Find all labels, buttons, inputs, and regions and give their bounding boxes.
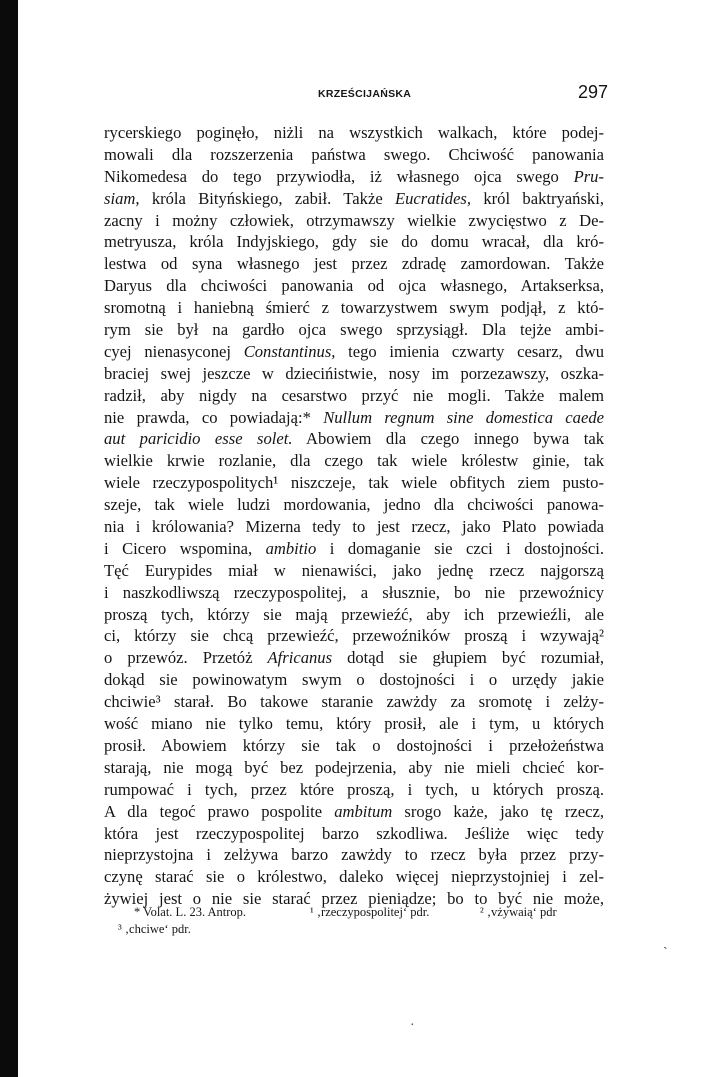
text-line (104, 341, 604, 363)
text-line (104, 166, 604, 188)
text-line (104, 669, 604, 691)
text-span: i naszkodliwszą rzeczypospolitej, a słusznie, bo nie przewoźnicy (104, 582, 604, 602)
text-line (104, 691, 604, 713)
text-span: sromotną i haniebną śmierć z towarzystwem swym podjął, z któ- (104, 298, 604, 318)
text-line (104, 385, 604, 407)
italic-span: Nullum regnum sine domestica caede (323, 407, 604, 427)
text-span: i Cicero wspomina, (104, 538, 266, 558)
page-number: 297 (577, 82, 608, 102)
footnotes (104, 904, 604, 938)
text-line (104, 560, 604, 582)
italic-span: Constantinus, (243, 341, 336, 361)
text-line (104, 122, 604, 144)
page-edge-shadow (0, 0, 18, 1077)
footnote-row (104, 904, 604, 921)
text-line (104, 844, 604, 866)
text-line (104, 494, 604, 516)
text-line (104, 516, 604, 538)
text-span: prosił. Abowiem którzy sie tak o dostojności i przełożeństwa (104, 735, 604, 755)
text-span: nieprzystojna i zelżywa barzo zawżdy to rzecz była przez przy- (104, 845, 604, 865)
text-span: Abowiem dla czego innego bywa tak (292, 429, 604, 449)
italic-span: ambitio (265, 538, 317, 558)
footnote-2: ² ‚vżywaią‘ pdr (480, 905, 557, 919)
scan-speck: ˏ (663, 935, 668, 950)
text-line (104, 625, 604, 647)
italic-span: Africanus (267, 648, 333, 668)
italic-span: ambitum (334, 801, 393, 821)
text-span: Nikomedesa do tego przywiodła, iż własnego ojca swego (104, 166, 574, 186)
text-line (104, 647, 604, 669)
text-span: rym sie był na gardło ojca swego sprzysiągł. Dla tejże ambi- (104, 320, 604, 340)
text-line (104, 801, 604, 823)
text-span: wość miano nie tylko temu, który prosił, ale i tym, u których (104, 714, 604, 734)
text-span: i domaganie sie czci i dostojności. (316, 538, 604, 558)
text-span: o przewóz. Przetóż (104, 648, 268, 668)
footnote-row (104, 921, 604, 938)
text-span: mowali dla rozszerzenia państwa swego. Chciwość panowania (104, 144, 604, 164)
text-span: tego imienia czwarty cesarz, dwu (335, 341, 604, 361)
text-line (104, 407, 604, 429)
scan-speck: · (410, 1018, 415, 1033)
text-span: proszą tych, którzy sie mają przewieźć, aby ich przewieźli, ale (104, 604, 604, 624)
text-span: król baktryański, (471, 188, 604, 208)
text-span: braciej swej jeszcze w dziecińistwie, nosy im porzezawszy, oszka- (104, 363, 604, 383)
text-span: Daryus dla chciwości panowania od ojca własnego, Artakserksa, (104, 276, 604, 296)
text-line (104, 363, 604, 385)
text-line (104, 779, 604, 801)
text-line (104, 231, 604, 253)
text-line (104, 757, 604, 779)
text-line (104, 823, 604, 845)
text-span: zacny i możny człowiek, otrzymawszy wielkie zwycięstwo z De- (104, 210, 604, 230)
text-line (104, 866, 604, 888)
text-span: radził, aby nigdy na cesarstwo przyć nie mogli. Także malem (104, 385, 604, 405)
text-span: lestwa od syna własnego jest przez zdradę zamordowan. Także (104, 254, 604, 274)
body-text (104, 122, 604, 910)
text-line (104, 297, 604, 319)
text-span: nie prawda, co powiadają:* (104, 407, 324, 427)
text-span: wiele rzeczypospolitych¹ niszczeje, tak wiele obfitych ziem pusto- (104, 473, 604, 493)
text-line (104, 735, 604, 757)
italic-span: Eucratides, (395, 188, 472, 208)
italic-span: aut paricidio esse solet. (104, 429, 293, 449)
text-span: Tęć Eurypides miał w nienawiści, jako jednę rzecz najgorszą (104, 560, 604, 580)
text-span: srogo każe, jako tę rzecz, (392, 801, 604, 821)
text-span: króla Bityńskiego, zabił. Także (139, 188, 395, 208)
text-span: rycerskiego poginęło, niżli na wszystkich walkach, które podej- (104, 123, 604, 142)
footnote-1: ¹ ‚rzeczypospolitej‘ pdr. (310, 905, 430, 919)
italic-span: Pru- (573, 166, 604, 186)
text-line (104, 275, 604, 297)
italic-span: siam, (104, 188, 140, 208)
text-line (104, 428, 604, 450)
page-header (104, 84, 612, 108)
text-line (104, 188, 604, 210)
text-line (104, 144, 604, 166)
text-span: czynę starać sie o królestwo, daleko więcej nieprzystojniej i zel- (104, 867, 604, 887)
text-line (104, 582, 604, 604)
text-span: ci, którzy sie chcą przewieźć, przewoźników proszą i wzywają² (104, 626, 604, 646)
text-line (104, 319, 604, 341)
text-span: A dla tegoć prawo pospolite (104, 801, 335, 821)
text-span: dotąd sie głupiem być rozumiał, (332, 648, 604, 668)
text-line (104, 472, 604, 494)
text-span: szeje, tak wiele ludzi mordowania, jedno dla chciwości panowa- (104, 495, 604, 515)
running-head: KRZEŚCIJAŃSKA (318, 88, 412, 100)
text-line (104, 210, 604, 232)
text-span: która jest rzeczypospolitej barzo szkodliwa. Jeśliże więc tedy (104, 823, 604, 843)
text-span: rumpować i tych, przez które proszą, i tych, u których proszą. (104, 779, 604, 799)
text-span: wielkie krwie rozlanie, dla czego tak wiele królestw ginie, tak (104, 451, 604, 471)
footnote-3: ³ ‚chciwe‘ pdr. (118, 922, 191, 936)
text-span: dokąd sie powinowatym swym o dostojności i o urzędy jakie (104, 670, 604, 690)
text-line (104, 713, 604, 735)
text-line (104, 604, 604, 626)
text-line (104, 538, 604, 560)
footnote-star: * Volat. L. 23. Antrop. (134, 905, 247, 919)
text-span: żywiej jest o nie sie starać przez pieniądze; bo to być nie może, (104, 889, 604, 909)
text-span: starają, nie mogą być bez podejrzenia, aby nie mieli chcieć kor- (104, 757, 604, 777)
text-line (104, 253, 604, 275)
text-span: chciwie³ starał. Bo takowe staranie zawżdy za sromotę i zelży- (104, 692, 604, 712)
text-span: metryusza, króla Indyjskiego, gdy sie do domu wracał, dla kró- (104, 232, 604, 252)
text-span: nia i królowania? Mizerna tedy to jest rzecz, jako Plato powiada (104, 517, 604, 537)
text-span: cyej nienasyconej (104, 341, 244, 361)
text-line (104, 450, 604, 472)
